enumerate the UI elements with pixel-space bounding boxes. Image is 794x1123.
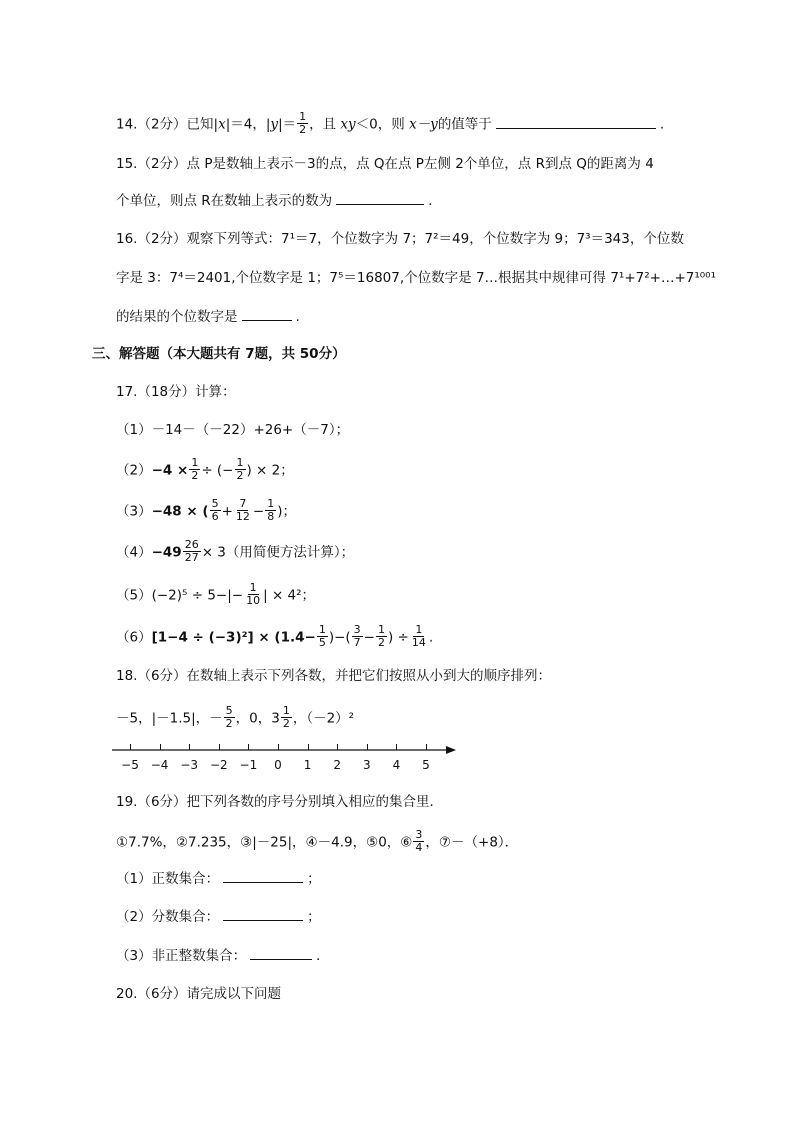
numerator: 26 xyxy=(184,538,199,551)
q14-text: ，且 xyxy=(309,116,341,133)
expr: [1−4 ÷ (−3)²] × (1.4− xyxy=(151,629,316,646)
q15-end: . xyxy=(428,193,433,209)
question-15-line-1 xyxy=(116,154,654,174)
fraction xyxy=(183,539,201,564)
denominator: 14 xyxy=(411,636,426,649)
denominator: 2 xyxy=(299,123,307,136)
denominator: 12 xyxy=(235,510,250,523)
denominator: 2 xyxy=(191,469,199,482)
expr: −49 xyxy=(151,544,182,561)
denominator: 2 xyxy=(225,717,233,730)
fraction xyxy=(265,498,276,523)
question-20-title xyxy=(116,984,281,1004)
numerator: 1 xyxy=(318,623,326,636)
denominator: 10 xyxy=(246,594,261,607)
number-line-label: 2 xyxy=(333,758,341,772)
answer-blank[interactable] xyxy=(336,190,424,205)
question-16-line-1 xyxy=(116,229,684,249)
fraction xyxy=(317,624,328,649)
expr: ) ÷ xyxy=(387,629,409,646)
var-xy: xy xyxy=(340,116,356,133)
answer-blank[interactable] xyxy=(496,114,656,129)
q16-text: 的结果的个位数字是 xyxy=(116,309,238,325)
numerator: 1 xyxy=(377,623,385,636)
fraction xyxy=(413,829,424,854)
denominator: 6 xyxy=(211,510,219,523)
arrow-icon xyxy=(446,746,456,754)
q19-set-3 xyxy=(116,945,330,966)
part-label: （4） xyxy=(116,544,152,561)
q18-numbers xyxy=(116,706,354,731)
fraction xyxy=(281,705,292,730)
number-line-tick xyxy=(396,744,397,750)
expr: )； xyxy=(277,503,296,520)
number-line-tick xyxy=(278,744,279,750)
fraction xyxy=(244,582,262,607)
numerator: 1 xyxy=(267,497,275,510)
answer-blank[interactable] xyxy=(223,906,303,921)
answer-blank[interactable] xyxy=(242,306,292,321)
fraction xyxy=(224,705,235,730)
expr: −4 × xyxy=(151,462,189,479)
number-line-tick xyxy=(426,744,427,750)
q14-text: 的值等于 xyxy=(437,116,492,133)
number-line-label: 1 xyxy=(303,758,312,772)
fraction xyxy=(210,498,221,523)
denominator: 4 xyxy=(415,841,423,854)
numerator: 1 xyxy=(249,581,257,594)
var-x: x xyxy=(218,116,226,133)
question-18-title xyxy=(116,666,551,686)
number-line-tick xyxy=(219,744,220,750)
q14-text: |＝4，| xyxy=(225,116,271,133)
numerator: 5 xyxy=(211,497,219,510)
set-label: （1）正数集合： xyxy=(116,871,220,887)
q17-part-1 xyxy=(116,420,349,440)
fraction xyxy=(352,624,363,649)
denominator: 2 xyxy=(236,469,244,482)
set-label: （2）分数集合： xyxy=(116,909,220,925)
q16-text: 16.（2分）观察下列等式：7¹＝7，个位数字为 7；7²＝49，个位数字为 9；7³＝343，个位数 xyxy=(116,231,684,247)
set-end: ； xyxy=(307,909,321,925)
denominator: 27 xyxy=(184,551,199,564)
q18-text: －5，|－1.5|，－ xyxy=(116,710,223,727)
denominator: 8 xyxy=(267,510,275,523)
expr: )−( xyxy=(328,629,351,646)
q18-text: ，0，3 xyxy=(235,710,280,727)
fraction xyxy=(297,111,308,136)
q15-text: 个单位，则点 R在数轴上表示的数为 xyxy=(116,193,333,209)
number-line-label: 3 xyxy=(362,758,371,772)
question-16-line-3 xyxy=(116,306,300,327)
denominator: 2 xyxy=(377,636,385,649)
numerator: 1 xyxy=(282,704,290,717)
part-label: （3） xyxy=(116,503,152,520)
numerator: 1 xyxy=(236,456,244,469)
number-line-label: −3 xyxy=(180,758,199,772)
q16-text: 字是 3：7⁴＝2401,个位数字是 1；7⁵＝16807,个位数字是 7…根据其中规律可得 7¹+7²+…+7¹⁰⁰¹ xyxy=(116,270,716,286)
numerator: 1 xyxy=(191,456,199,469)
q14-end: . xyxy=(659,116,665,133)
number-line-label: 5 xyxy=(422,758,430,772)
q15-text: 15.（2分）点 P是数轴上表示－3的点，点 Q在点 P左侧 2个单位，点 R到点 Q的距离为 4 xyxy=(116,156,654,172)
q19-set-1 xyxy=(116,868,321,889)
number-line-tick xyxy=(248,744,249,750)
expr: ÷ (− xyxy=(201,462,234,479)
fraction xyxy=(410,624,428,649)
number-line-tick xyxy=(367,744,368,750)
numerator: 1 xyxy=(415,623,423,636)
q19-items-text: ①7.7%，②7.235，③|－25|，④－4.9，⑤0，⑥ xyxy=(116,834,413,851)
denominator: 2 xyxy=(282,717,290,730)
number-line-tick xyxy=(337,744,338,750)
q17-part-4 xyxy=(116,540,354,565)
q20-title: 20.（6分）请完成以下问题 xyxy=(116,986,282,1002)
number-line-label: 4 xyxy=(392,758,401,772)
number-line-label: −2 xyxy=(209,758,228,772)
q19-set-2 xyxy=(116,906,321,927)
denominator: 7 xyxy=(353,636,361,649)
expr: − xyxy=(252,503,265,520)
fraction xyxy=(189,457,200,482)
set-label: （3）非正整数集合： xyxy=(116,948,247,964)
var-x-minus-y: x－y xyxy=(409,116,438,133)
q17-p1-text: （1）－14－（－22）+26+（－7）； xyxy=(116,422,350,438)
number-line-axis xyxy=(112,740,462,760)
fraction xyxy=(234,498,252,523)
expr: × 3（用简便方法计算）； xyxy=(201,544,355,561)
set-end: ； xyxy=(307,871,321,887)
numerator: 7 xyxy=(239,497,247,510)
q16-end: . xyxy=(295,309,300,325)
q19-items-text: ，⑦－（+8）． xyxy=(425,834,519,851)
number-line-label: 0 xyxy=(274,758,282,772)
denominator: 5 xyxy=(318,636,326,649)
number-line xyxy=(112,740,462,780)
q14-text: ＜0，则 xyxy=(355,116,410,133)
question-15-line-2 xyxy=(116,190,432,211)
var-y: y xyxy=(270,116,279,133)
question-17-title xyxy=(116,382,236,402)
section-title: 三、解答题（本大题共有 7题，共 50分） xyxy=(92,346,346,362)
q19-title: 19.（6分）把下列各数的序号分别填入相应的集合里． xyxy=(116,794,444,810)
expr: − xyxy=(363,629,375,646)
answer-blank[interactable] xyxy=(250,945,312,960)
expr: −48 × ( xyxy=(151,503,209,520)
q14-text: 14.（2分）已知| xyxy=(116,116,219,133)
question-19-title xyxy=(116,792,443,812)
question-14 xyxy=(116,112,664,137)
numerator: 3 xyxy=(415,828,423,841)
fraction xyxy=(376,624,387,649)
q17-part-2 xyxy=(116,458,294,483)
part-label: （2） xyxy=(116,462,152,479)
q18-title: 18.（6分）在数轴上表示下列各数，并把它们按照从小到大的顺序排列： xyxy=(116,668,552,684)
numerator: 1 xyxy=(299,110,307,123)
set-end: ． xyxy=(316,948,330,964)
answer-blank[interactable] xyxy=(223,868,303,883)
part-label: （5） xyxy=(116,587,152,604)
expr: | × 4²； xyxy=(263,587,316,604)
expr: + xyxy=(221,503,233,520)
number-line-tick xyxy=(160,744,161,750)
number-line-label: −5 xyxy=(121,758,139,772)
expr: ) × 2； xyxy=(246,462,294,479)
q18-text: ，（－2）² xyxy=(292,710,355,727)
q17-part-3 xyxy=(116,499,296,524)
numerator: 3 xyxy=(353,623,361,636)
expr: (−2)⁵ ÷ 5−|− xyxy=(151,587,244,604)
q17-part-5 xyxy=(116,583,315,608)
number-line-tick xyxy=(189,744,190,750)
question-16-line-2 xyxy=(116,268,716,288)
part-label: （6） xyxy=(116,629,152,646)
q14-text: |＝ xyxy=(278,116,297,133)
number-line-tick xyxy=(130,744,131,750)
fraction xyxy=(235,457,246,482)
numerator: 5 xyxy=(225,704,233,717)
number-line-label: −4 xyxy=(150,758,169,772)
section-heading xyxy=(92,344,346,364)
q17-title: 17.（18分）计算： xyxy=(116,384,236,400)
q19-items xyxy=(116,830,518,855)
expr: . xyxy=(428,629,434,646)
number-line-tick xyxy=(308,744,309,750)
q17-part-6 xyxy=(116,625,433,650)
number-line-label: −1 xyxy=(239,758,258,772)
